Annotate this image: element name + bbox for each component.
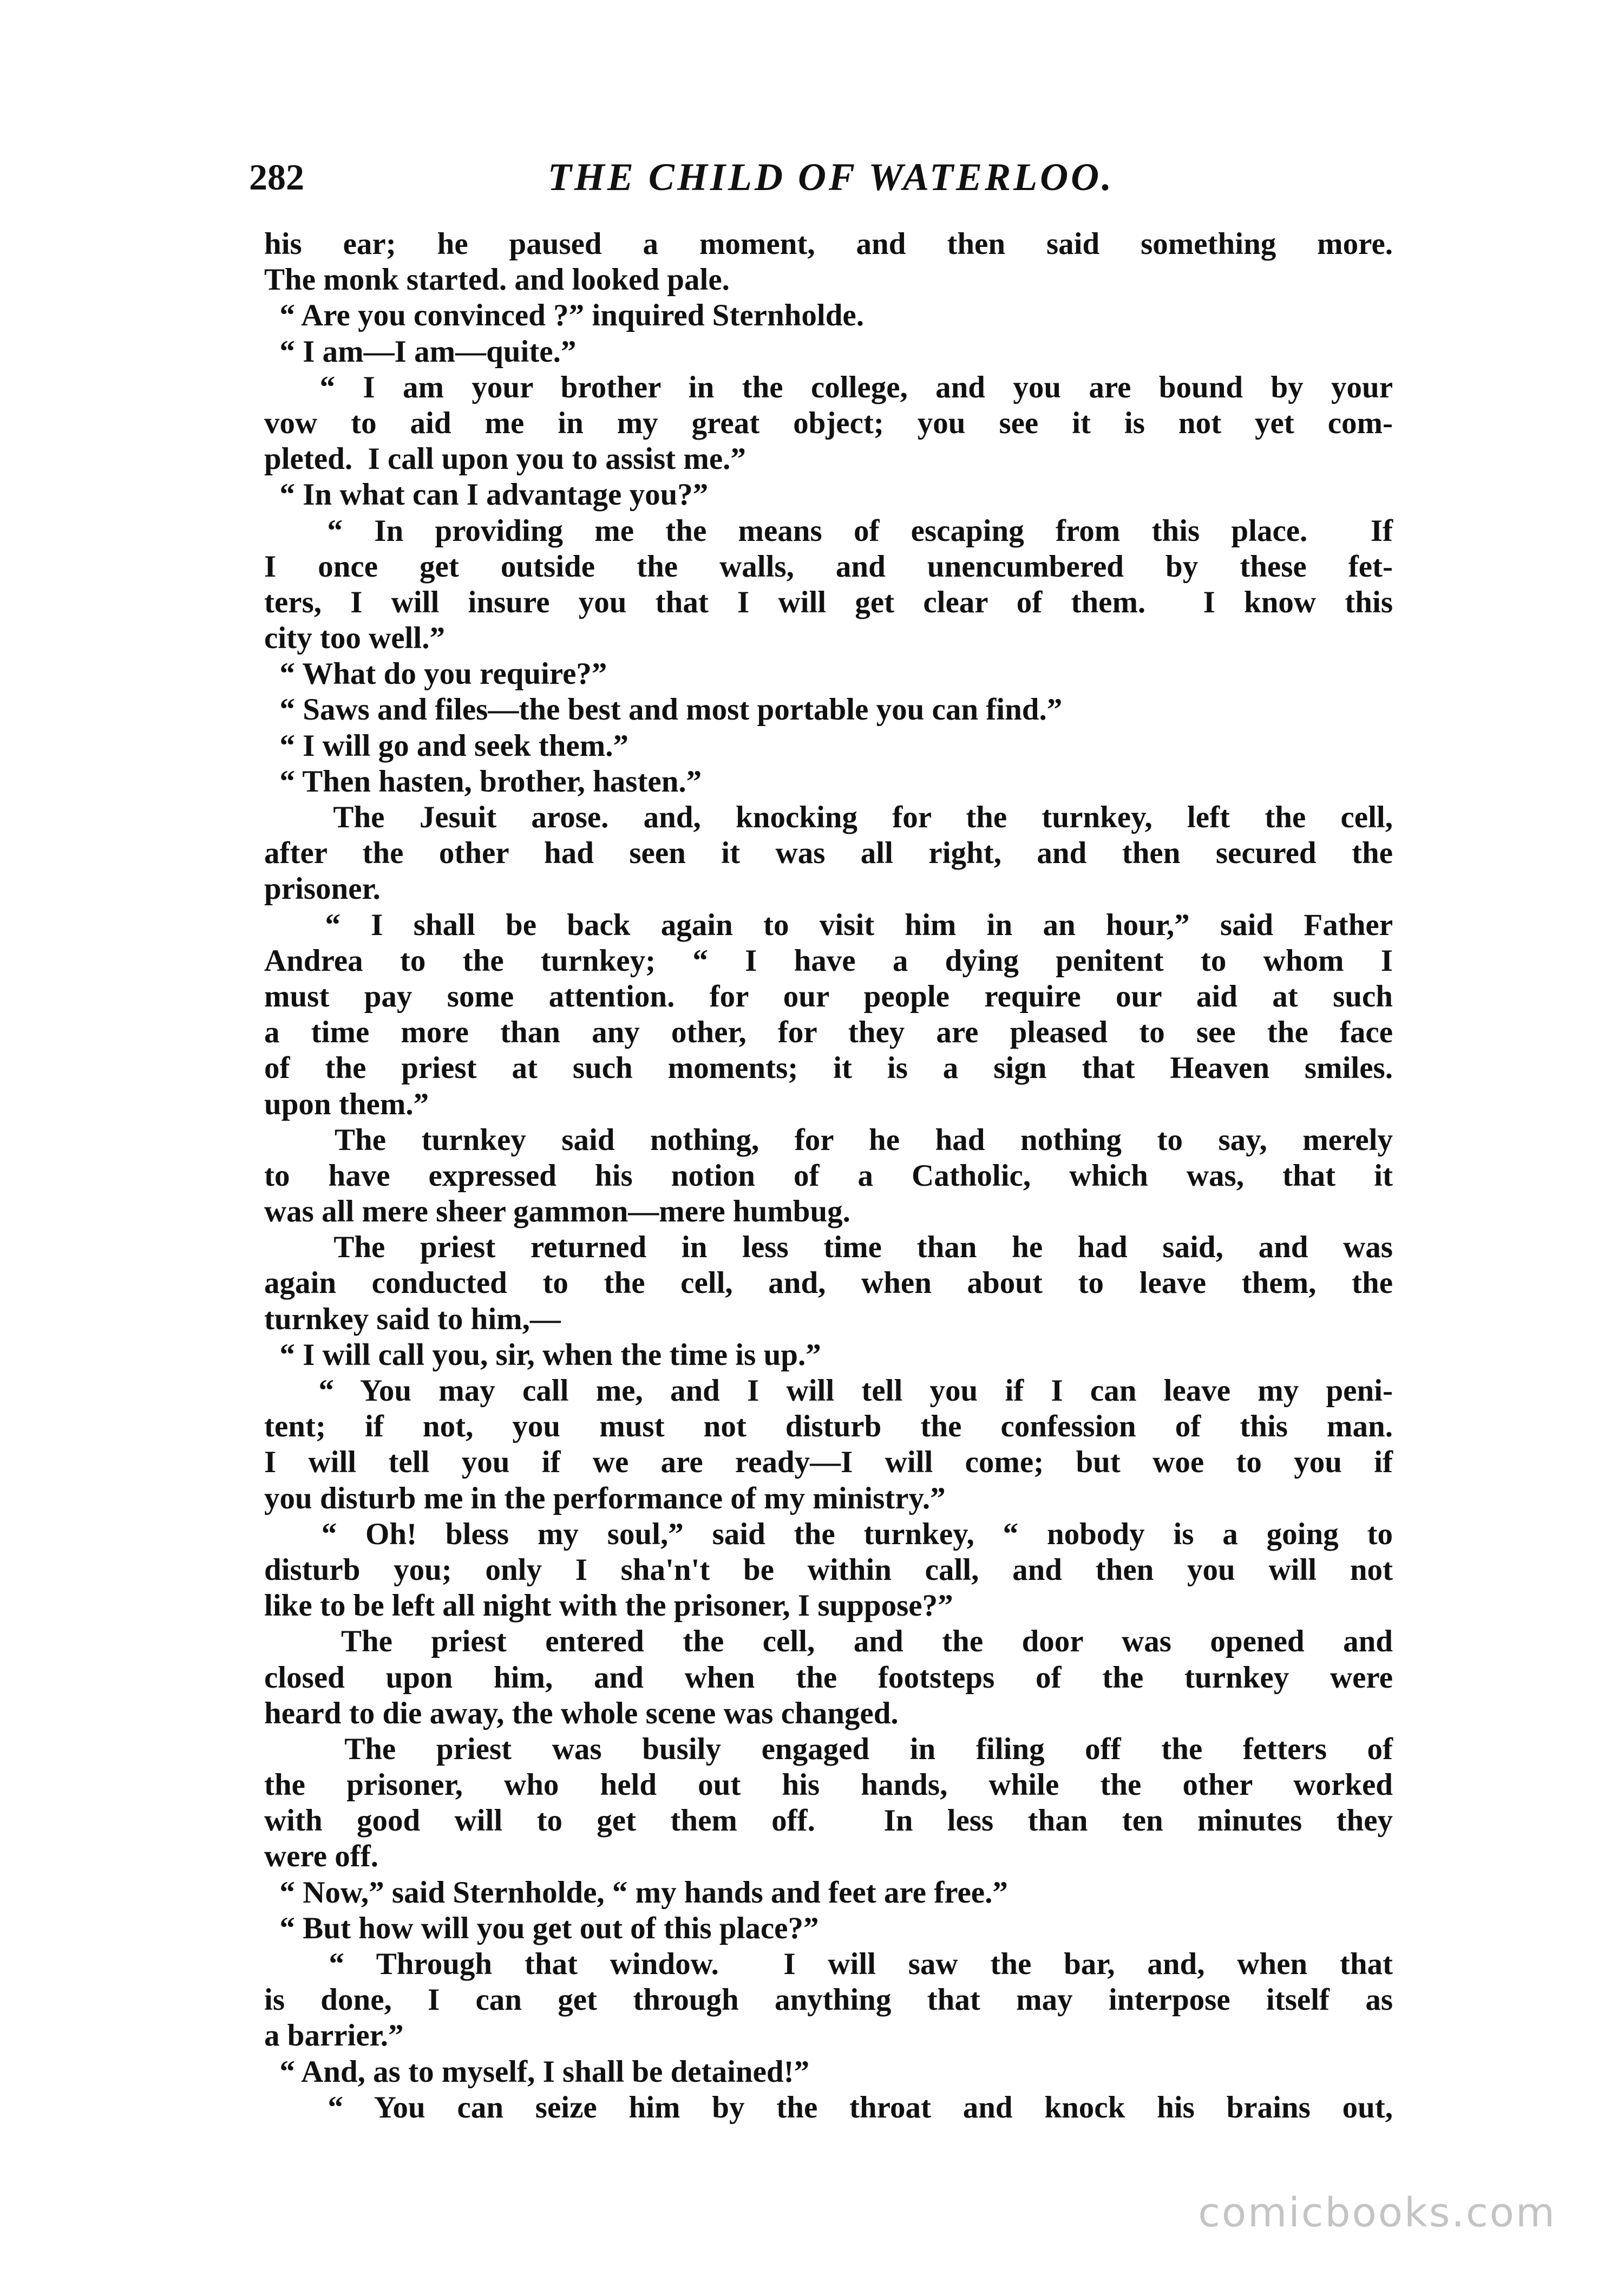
text-line: The Jesuit arose. and, knocking for the turnkey, left the cell, [264, 800, 1393, 834]
text-line: The priest was busily engaged in filing off the fetters of [264, 1731, 1393, 1766]
text-line: ters, I will insure you that I will get clear of them. I know this [264, 585, 1393, 619]
text-line: like to be left all night with the prisoner, I suppose?” [264, 1589, 953, 1623]
text-line: city too well.” [264, 621, 445, 656]
running-head [249, 147, 1413, 207]
text-line: “ In providing me the means of escaping from this place. If [264, 513, 1393, 548]
text-line: turnkey said to him,— [264, 1302, 561, 1336]
text-line: tent; if not, you must not disturb the confession of this man. [264, 1409, 1393, 1444]
body-text [264, 226, 1393, 2126]
text-line: the prisoner, who held out his hands, while the other worked [264, 1768, 1393, 1802]
text-line: I will tell you if we are ready—I will come; but woe to you if [264, 1445, 1393, 1480]
text-line: I once get outside the walls, and unencumbered by these fet- [264, 549, 1393, 584]
text-line: The monk started. and looked pale. [264, 263, 730, 297]
text-line: prisoner. [264, 872, 381, 906]
text-line: was all mere sheer gammon—mere humbug. [264, 1194, 850, 1229]
text-line: his ear; he paused a moment, and then said something more. [264, 227, 1393, 261]
text-line: “ In what can I advantage you?” [264, 478, 709, 512]
text-line: a time more than any other, for they are pleased to see the face [264, 1015, 1393, 1050]
watermark: comicbooks.com [1198, 2190, 1556, 2236]
text-line: with good will to get them off. In less than ten minutes they [264, 1803, 1393, 1838]
text-line: you disturb me in the performance of my ministry.” [264, 1481, 946, 1515]
text-line: The priest returned in less time than he had said, and was [264, 1230, 1393, 1265]
text-line: “ I will call you, sir, when the time is up.” [264, 1337, 821, 1372]
text-line: “ I will go and seek them.” [264, 728, 628, 763]
text-line: must pay some attention. for our people require our aid at such [264, 979, 1393, 1014]
text-line: upon them.” [264, 1087, 429, 1121]
text-line: is done, I can get through anything that may interpose itself as [264, 1983, 1393, 2017]
page-number: 282 [249, 156, 304, 198]
text-line: “ Oh! bless my soul,” said the turnkey, “ nobody is a going to [264, 1517, 1393, 1551]
text-line: closed upon him, and when the footsteps of the turnkey were [264, 1660, 1393, 1695]
text-line: “ You may call me, and I will tell you if I can leave my peni- [264, 1374, 1393, 1408]
text-line: pleted. I call upon you to assist me.” [264, 442, 746, 476]
text-line: Andrea to the turnkey; “ I have a dying penitent to whom I [264, 943, 1393, 978]
text-line: were off. [264, 1839, 378, 1874]
text-line: “ I shall be back again to visit him in an hour,” said Father [264, 907, 1393, 942]
text-line: after the other had seen it was all right, and then secured the [264, 836, 1393, 871]
text-line: to have expressed his notion of a Catholic, which was, that it [264, 1158, 1393, 1193]
text-line: “ Through that window. I will saw the bar, and, when that [264, 1947, 1393, 1981]
text-line: “ You can seize him by the throat and knock his brains out, [264, 2090, 1393, 2125]
text-line: disturb you; only I sha'n't be within call, and then you will not [264, 1552, 1393, 1587]
running-title: THE CHILD OF WATERLOO. [547, 155, 1115, 199]
text-line: “ Saws and files—the best and most portable you can find.” [264, 692, 1063, 727]
text-line: heard to die away, the whole scene was changed. [264, 1696, 899, 1730]
text-line: “ I am your brother in the college, and you are bound by your [264, 370, 1393, 404]
text-line: The turnkey said nothing, for he had nothing to say, merely [264, 1122, 1393, 1157]
text-line: “ And, as to myself, I shall be detained!” [264, 2054, 810, 2089]
text-line: “ What do you require?” [264, 657, 607, 691]
text-line: “ But how will you get out of this place?” [264, 1911, 819, 1945]
text-line: “ I am—I am—quite.” [264, 334, 577, 369]
text-line: The priest entered the cell, and the door was opened and [264, 1624, 1393, 1659]
text-line: “ Now,” said Sternholde, “ my hands and feet are free.” [264, 1875, 1008, 1910]
text-line: a barrier.” [264, 2018, 404, 2053]
text-line: again conducted to the cell, and, when about to leave them, the [264, 1266, 1393, 1301]
text-line: of the priest at such moments; it is a sign that Heaven smiles. [264, 1051, 1393, 1086]
text-line: “ Then hasten, brother, hasten.” [264, 764, 702, 799]
text-line: vow to aid me in my great object; you see it is not yet com- [264, 406, 1393, 440]
text-line: “ Are you convinced ?” inquired Sternholde. [264, 298, 864, 333]
